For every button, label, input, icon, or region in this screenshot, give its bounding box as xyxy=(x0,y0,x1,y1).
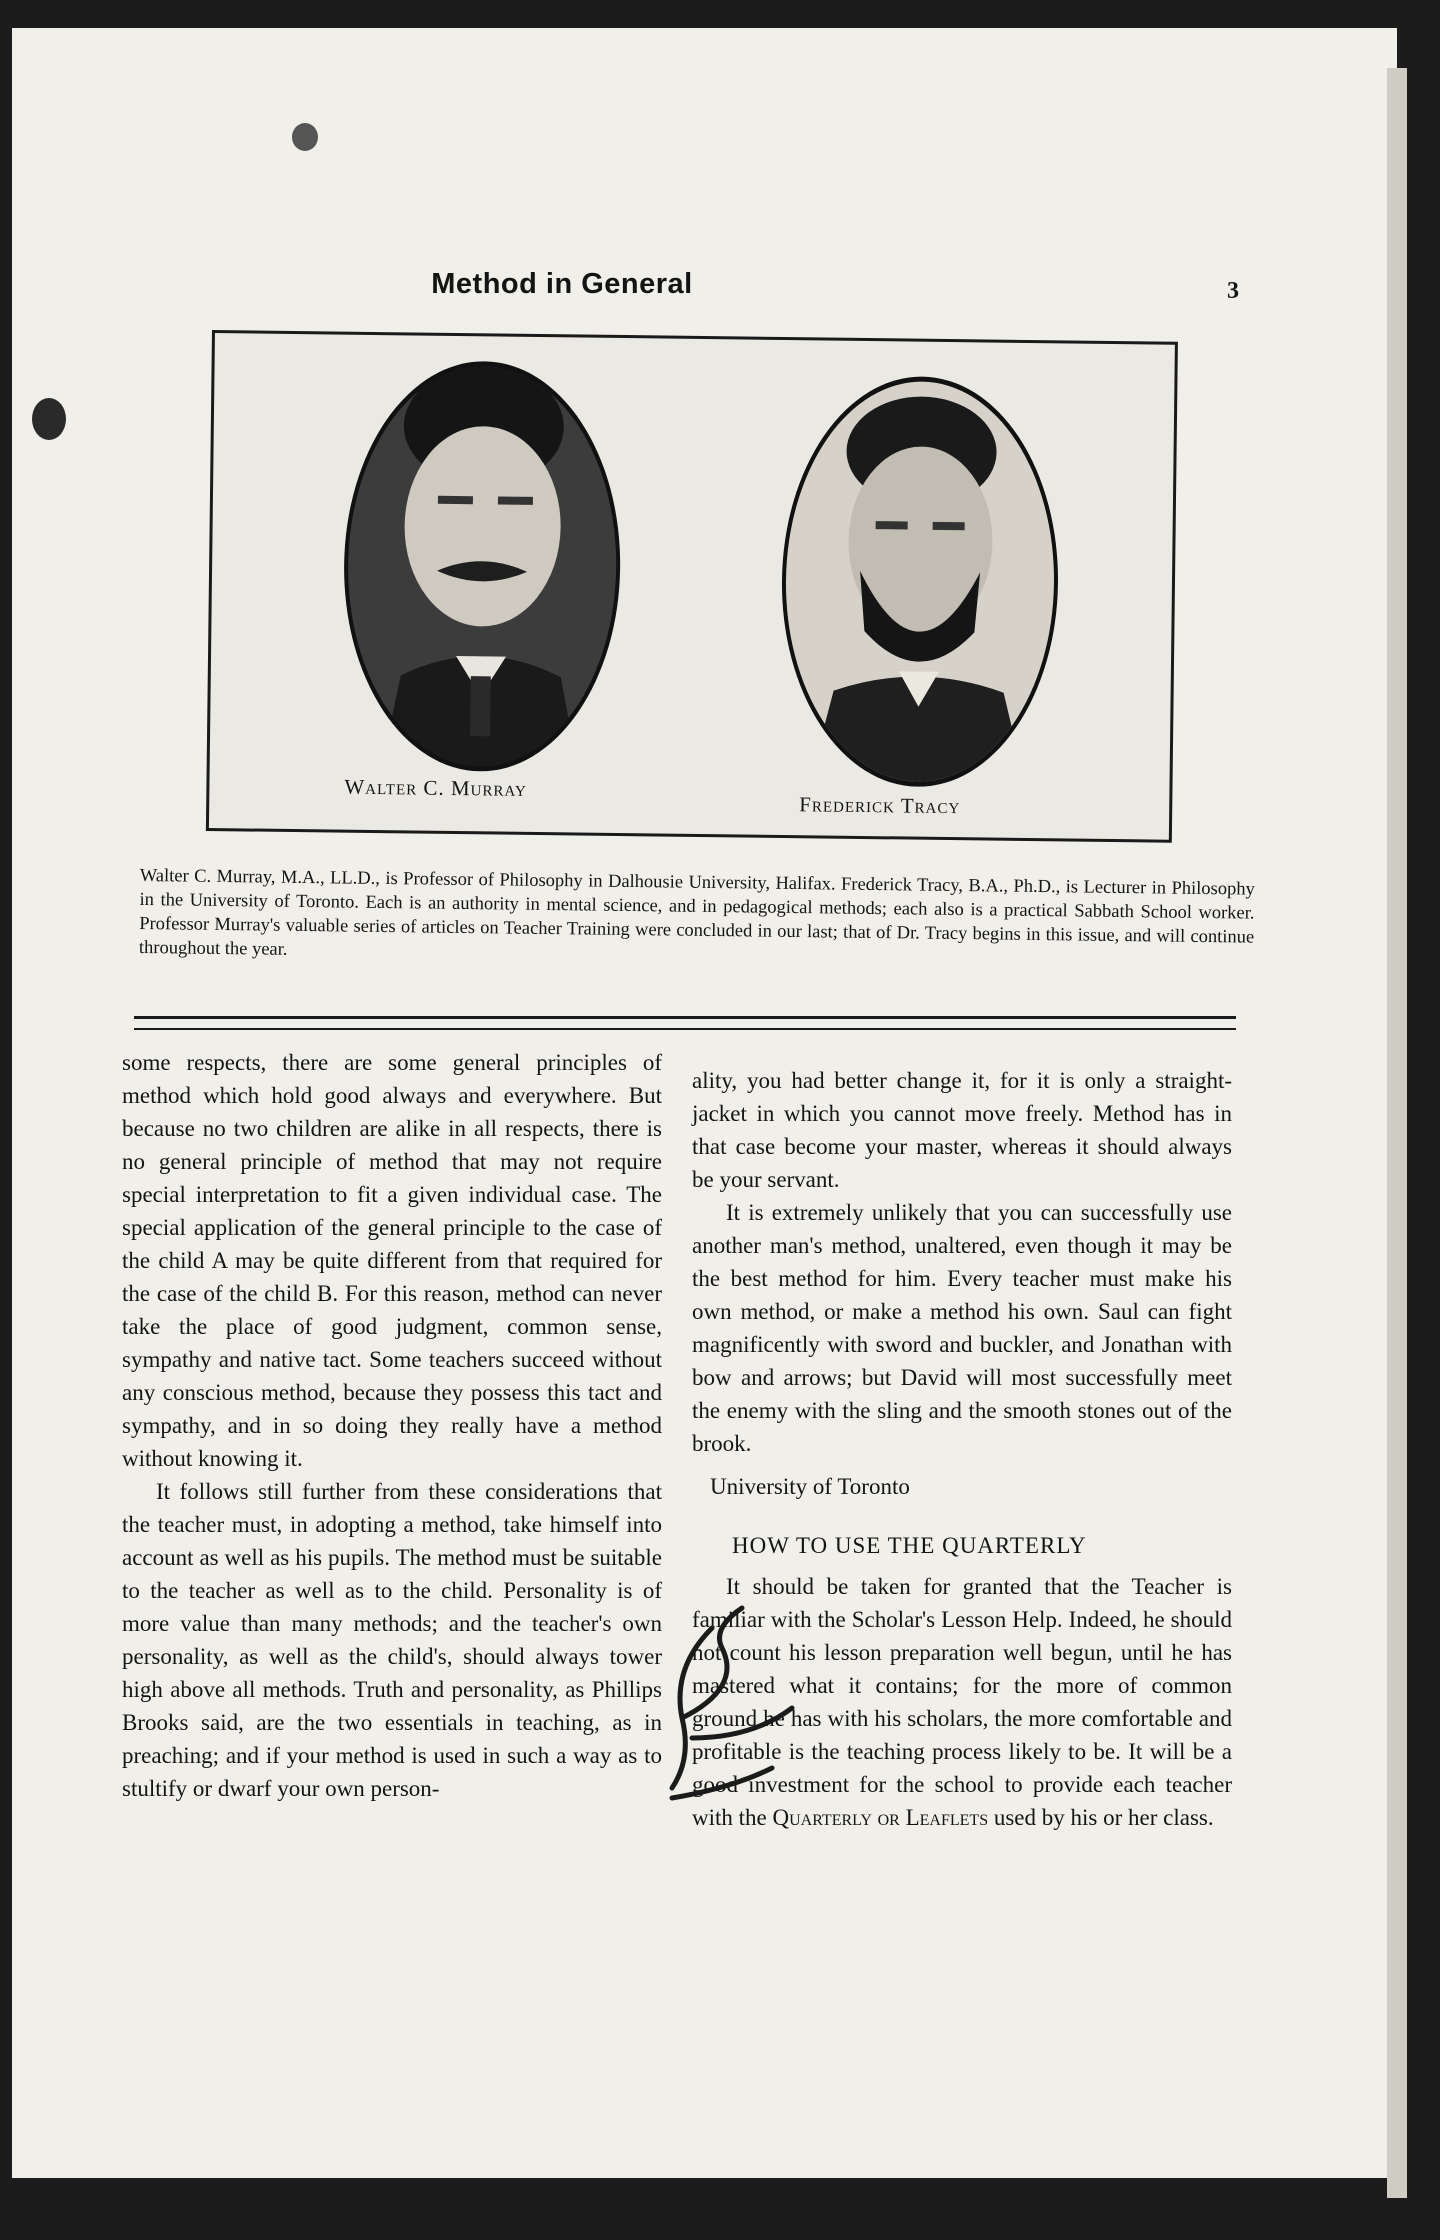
page-number: 3 xyxy=(1227,278,1239,304)
biography-text: Walter C. Murray, M.A., LL.D., is Professor of Philosophy in Dalhousie University, Halifax. Frederick Tracy, B.A., Ph.D., is Lecturer in Philosophy in the University of Toronto. Each is an authority in mental science, and in pedagogical methods; each also is a practical Sabbath School worker. Professor Murray's valuable series of articles on Teacher Training were concluded in our last; that of Dr. Tracy begins in this issue, and will continue throughout the year. xyxy=(138,865,1255,960)
portrait-murray xyxy=(340,355,625,778)
ink-scribble xyxy=(652,1588,832,1828)
section-heading: HOW TO USE THE QUARTERLY xyxy=(732,1533,1087,1558)
portrait-icon xyxy=(340,355,625,778)
divider xyxy=(134,1016,1236,1019)
paragraph-text: used by his or her class. xyxy=(993,1805,1214,1830)
left-column xyxy=(122,1046,662,1805)
portrait-caption: Frederick Tracy xyxy=(799,792,961,819)
divider xyxy=(134,1028,1236,1030)
binding-hole xyxy=(32,398,66,440)
paragraph: some respects, there are some general principles of method which hold good always and everywhere. But because no two children are alike in all respects, there is no general principle of method that may not require special interpretation to fit a given individual case. The special application of the general principle to the case of the child A may be quite different from that required for the case of the child B. For this reason, method can never take the place of good judgment, common sense, sympathy and native tact. Some teachers succeed without any conscious method, because they possess this tact and sympathy, and in so doing they really have a method without knowing it. xyxy=(122,1050,662,1471)
small-caps-text: Quarterly or Leaflets xyxy=(772,1805,989,1830)
paragraph: ality, you had better change it, for it is only a straight-jacket in which you cannot move freely. Method has in that case become your master, whereas it should always be your servant. xyxy=(692,1068,1232,1192)
page-title: Method in General xyxy=(431,268,693,300)
signature: University of Toronto xyxy=(710,1474,910,1499)
portrait-tracy xyxy=(777,370,1062,793)
paragraph-text: It should be taken for granted that the Teacher is familiar with the Scholar's Lesson Help. Indeed, he should not count his lesson preparation well begun, until he has mastered what it contains; for the more of common ground he has with his scholars, the more comfortable and profitable is the teaching process likely to be. It will be a good investment for the school to provide each teacher with the xyxy=(692,1574,1232,1830)
portrait-icon xyxy=(777,370,1062,793)
page-edge xyxy=(1387,68,1407,2198)
ink-spot xyxy=(292,123,318,151)
biography-note xyxy=(139,864,1255,974)
paragraph: It follows still further from these considerations that the teacher must, in adopting a method, take himself into account as well as his pupils. The method must be suitable to the teacher as well as to the child. Personality is of more value than many methods; and the teacher's own personality, as well as the child's, should always tower high above all methods. Truth and personality, as Phillips Brooks said, are the two essentials in teaching, as in preaching; and if your method is used in such a way as to stultify or dwarf your own person- xyxy=(122,1479,662,1801)
paragraph: It is extremely unlikely that you can successfully use another man's method, unaltered, even though it may be the best method for him. Every teacher must make his own method, or make a method his own. Saul can fight magnificently with sword and buckler, and Jonathan with bow and arrows; but David will most successfully meet the enemy with the sling and the smooth stones out of the brook. xyxy=(692,1200,1232,1456)
document-page xyxy=(12,28,1397,2178)
portrait-caption: Walter C. Murray xyxy=(344,774,527,801)
portrait-panel xyxy=(206,330,1178,843)
